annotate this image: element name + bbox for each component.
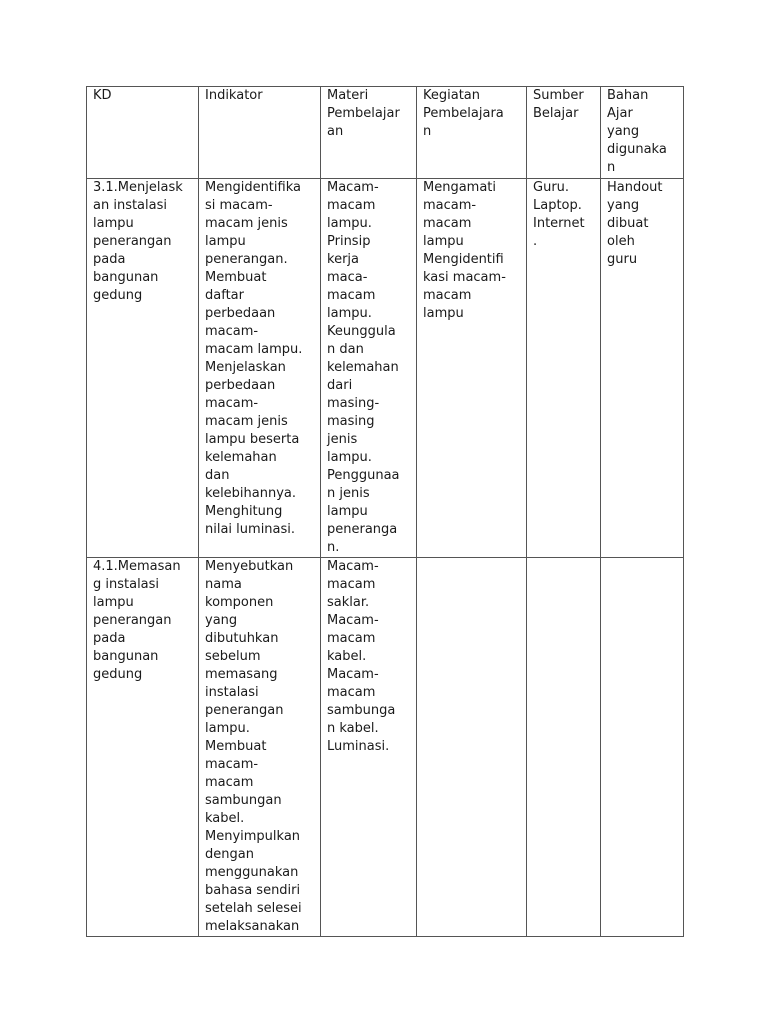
table-row [87,179,684,558]
cell-indikator: Mengidentifika si macam- macam jenis lampu penerangan. Membuat daftar perbedaan macam- macam lampu. Menjelaskan perbedaan macam- macam jenis lampu beserta kelemahan dan kelebihannya. Menghitung nilai luminasi. [199,179,321,558]
cell-kd: 3.1.Menjelask an instalasi lampu penerangan pada bangunan gedung [87,179,199,558]
header-kd: KD [87,87,199,179]
header-bahan: Bahan Ajar yang digunaka n [601,87,684,179]
cell-kd: 4.1.Memasan g instalasi lampu penerangan pada bangunan gedung [87,558,199,937]
table-header-row [87,87,684,179]
header-kegiatan: Kegiatan Pembelajara n [417,87,527,179]
header-materi: Materi Pembelajar an [321,87,417,179]
cell-bahan: Handout yang dibuat oleh guru [601,179,684,558]
table-row [87,558,684,937]
cell-materi: Macam- macam lampu. Prinsip kerja maca- macam lampu. Keunggula n dan kelemahan dari masing- masing jenis lampu. Penggunaa n jenis lampu penerangа n. [321,179,417,558]
cell-sumber [527,558,601,937]
header-sumber: Sumber Belajar [527,87,601,179]
cell-materi: Macam- macam saklar. Macam- macam kabel. Macam- macam sambunga n kabel. Luminasi. [321,558,417,937]
header-indikator: Indikator [199,87,321,179]
cell-sumber: Guru. Laptop. Internet . [527,179,601,558]
lesson-plan-table [86,86,684,937]
cell-kegiatan: Mengamati macam- macam lampu Mengidentifi kasi macam- macam lampu [417,179,527,558]
cell-bahan [601,558,684,937]
cell-indikator: Menyebutkan nama komponen yang dibutuhkan sebelum memasang instalasi penerangan lampu. Membuat macam- macam sambungan kabel. Menyimpulkan dengan menggunakan bahasa sendiri setelah selesei melaksanakan [199,558,321,937]
cell-kegiatan [417,558,527,937]
